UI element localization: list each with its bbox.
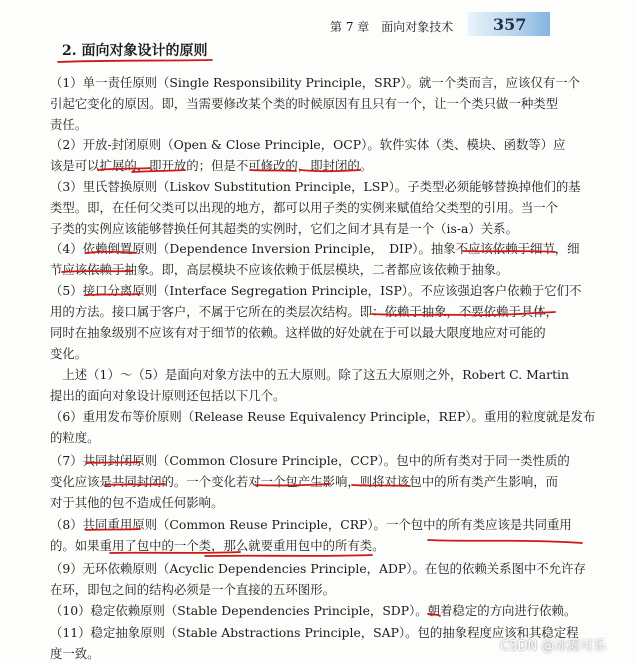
text-line: 责任。 xyxy=(50,117,88,132)
text-line: 同时在抽象级别不应该有对于细节的依赖。这样做的好处就在于可以最大限度地应对可能的 xyxy=(50,325,546,340)
page-header xyxy=(0,0,636,40)
underline-mark xyxy=(58,60,212,62)
text-line: （6）重用发布等价原则（Release Reuse Equivalency Principle，REP）。重用的粒度就是发布 xyxy=(50,409,596,424)
text-line: 的。如果重用了包中的一个类，那么就要重用包中的所有类。 xyxy=(50,538,385,553)
text-line: 在环，即包之间的结构必须是一个直接的五环图形。 xyxy=(50,582,335,597)
principle-ccp xyxy=(50,450,590,513)
text-line: 用的方法。接口属于客户，不属于它所在的类层次结构。即：依赖于抽象，不要依赖于具体， xyxy=(50,304,559,319)
text-line: 上述（1）～（5）是面向对象方法中的五大原则。除了这五大原则之外，Robert C. Martin xyxy=(50,367,569,382)
text-line: 变化。 xyxy=(50,346,88,361)
text-line: 对于其他的包不造成任何影响。 xyxy=(50,495,224,510)
watermark: CSDN @冰露可乐 xyxy=(500,639,607,654)
text-line: 引起它变化的原因。即，当需要修改某个类的时候原因有且只有一个，让一个类只做一种类型 xyxy=(50,96,559,111)
text-line: 的粒度。 xyxy=(50,430,100,445)
section-title: 2. 面向对象设计的原则 xyxy=(62,43,208,59)
text-line: 度一致。 xyxy=(50,646,100,661)
text-line: （4）依赖倒置原则（Dependence Inversion Principle， DIP）。抽象不应该依赖于细节，细 xyxy=(50,241,580,256)
text-line: （10）稳定依赖原则（Stable Dependencies Principle，SDP）。朝着稳定的方向进行依赖。 xyxy=(50,603,577,618)
text-line: 该是可以扩展的，即开放的；但是不可修改的，即封闭的。 xyxy=(50,158,373,173)
text-line: 类型。即，在任何父类可以出现的地方，都可以用子类的实例来赋值给父类型的引用。当一个 xyxy=(50,200,559,215)
principle-lsp xyxy=(50,176,590,239)
text-line: （1）单一责任原则（Single Responsibility Principle，SRP）。就一个类而言，应该仅有一个 xyxy=(50,75,580,90)
page-number: 357 xyxy=(493,15,527,34)
principle-ocp xyxy=(50,134,590,176)
text-line: （2）开放-封闭原则（Open & Close Principle，OCP）。软件实体（类、模块、函数等）应 xyxy=(50,137,566,152)
principle-isp xyxy=(50,280,590,364)
text-line: （5）接口分离原则（Interface Segregation Principle，ISP）。不应该强迫客户依赖于它们不 xyxy=(50,283,582,298)
summary-paragraph xyxy=(50,364,590,406)
text-line: 子类的实例应该能够替换任何其超类的实例时，它们之间才具有是一个（is-a）关系。 xyxy=(50,221,518,236)
principle-adp xyxy=(50,558,590,600)
text-line: （9）无环依赖原则（Acyclic Dependencies Principle，ADP）。在包的依赖关系图中不允许存 xyxy=(50,561,586,576)
chapter-title: 第 7 章 面向对象技术 xyxy=(330,20,454,34)
principle-srp xyxy=(50,72,590,135)
principle-sdp xyxy=(50,600,590,621)
text-line: 节应该依赖于抽象。即，高层模块不应该依赖于低层模块，二者都应该依赖于抽象。 xyxy=(50,262,509,277)
principle-crp xyxy=(50,514,590,556)
principle-dip xyxy=(50,238,590,280)
text-line: （8）共同重用原则（Common Reuse Principle，CRP）。一个包中的所有类应该是共同重用 xyxy=(50,517,572,532)
text-line: （7）共同封闭原则（Common Closure Principle，CCP）。包中的所有类对于同一类性质的 xyxy=(50,453,570,468)
text-line: 提出的面向对象设计原则还包括以下几个。 xyxy=(50,388,286,403)
text-line: 变化应该是共同封闭的。一个变化若对一个包产生影响，则将对该包中的所有类产生影响，而 xyxy=(50,474,559,489)
principle-rep xyxy=(50,406,596,448)
text-line: （3）里氏替换原则（Liskov Substitution Principle，LSP）。子类型必须能够替换掉他们的基 xyxy=(50,179,581,194)
text-line: （11）稳定抽象原则（Stable Abstractions Principle，SAP）。包的抽象程度应该和其稳定程 xyxy=(50,625,579,640)
